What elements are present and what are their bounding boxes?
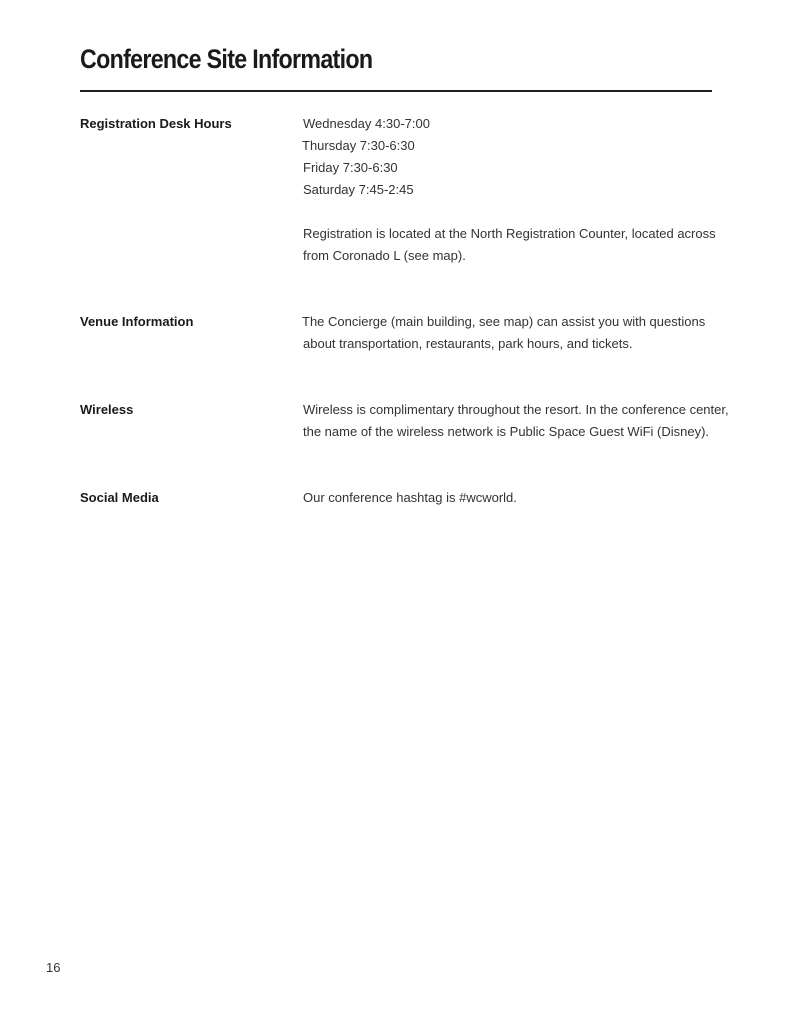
registration-hours-line: Friday 7:30-6:30 (303, 160, 398, 175)
social-media-text-line: Our conference hashtag is #wcworld. (303, 490, 517, 505)
registration-hours-line: Wednesday 4:30-7:00 (303, 116, 430, 131)
social-media-label: Social Media (80, 490, 159, 505)
venue-text-line: The Concierge (main building, see map) can assist you with questions (302, 314, 706, 329)
page-title: Conference Site Information (80, 44, 373, 74)
registration-hours-line: Saturday 7:45-2:45 (303, 182, 414, 197)
wireless-label: Wireless (80, 402, 134, 417)
venue-text-line: about transportation, restaurants, park hours, and tickets. (303, 336, 633, 351)
wireless-text-line: Wireless is complimentary throughout the resort. In the conference center, (303, 402, 729, 417)
venue-label: Venue Information (80, 314, 194, 329)
wireless-text-line: the name of the wireless network is Public Space Guest WiFi (Disney). (303, 424, 710, 439)
registration-note-line: Registration is located at the North Registration Counter, located across (303, 226, 716, 241)
page-number: 16 (46, 960, 61, 975)
title-divider (80, 90, 712, 92)
registration-label: Registration Desk Hours (80, 116, 232, 131)
registration-note-line: from Coronado L (see map). (303, 248, 466, 263)
registration-hours-line: Thursday 7:30-6:30 (302, 138, 415, 153)
